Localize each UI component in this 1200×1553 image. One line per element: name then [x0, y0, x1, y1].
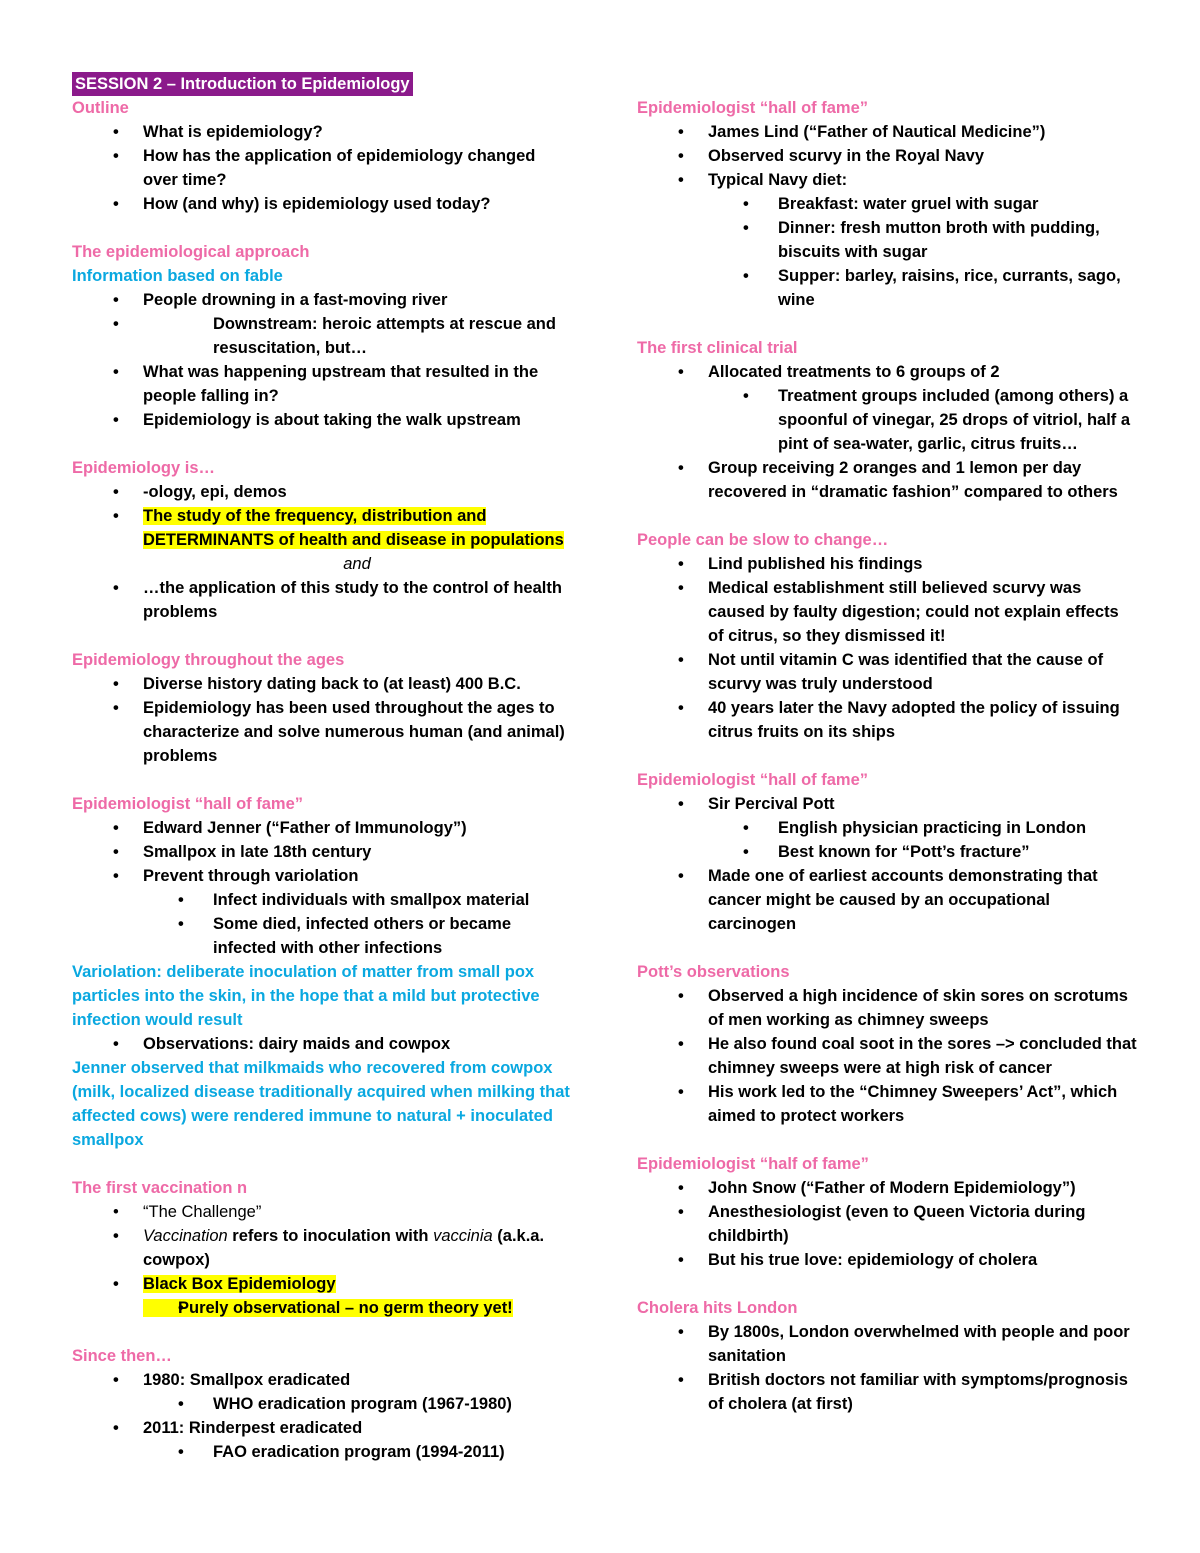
slow-heading: People can be slow to change…: [637, 531, 889, 549]
list-item: • Lind published his findings: [637, 552, 1137, 576]
trial-list: [637, 360, 1137, 504]
since-heading: Since then…: [72, 1347, 172, 1365]
highlighted-text: Black Box Epidemiology: [143, 1275, 336, 1293]
highlighted-text: The study of the frequency, distribution and DETERMINANTS of health and disease in populations: [143, 507, 564, 549]
pott-heading: Epidemiologist “hall of fame”: [637, 771, 869, 789]
lind-list: [637, 120, 1137, 312]
list-item: • English physician practicing in London: [637, 816, 1137, 840]
list-item: • Downstream: heroic attempts at rescue and resuscitation, but…: [72, 312, 572, 360]
vaccination-heading: The first vaccination n: [72, 1179, 248, 1197]
list-item: • People drowning in a fast-moving river: [72, 288, 572, 312]
pott-list: [637, 792, 1137, 936]
trial-heading: The first clinical trial: [637, 339, 798, 357]
since-list: [72, 1368, 572, 1464]
list-item: • -ology, epi, demos: [72, 480, 572, 504]
list-item: • Observed a high incidence of skin sores on scrotums of men working as chimney sweeps: [637, 984, 1137, 1032]
lind-heading: Epidemiologist “hall of fame”: [637, 99, 869, 117]
list-item: • What was happening upstream that resulted in the people falling in?: [72, 360, 572, 408]
list-item: • Prevent through variolation: [72, 864, 572, 888]
list-item: • Made one of earliest accounts demonstrating that cancer might be caused by an occupational carcinogen: [637, 864, 1137, 936]
list-item: • Edward Jenner (“Father of Immunology”): [72, 816, 572, 840]
list-item: • Allocated treatments to 6 groups of 2: [637, 360, 1137, 384]
list-item: • 40 years later the Navy adopted the policy of issuing citrus fruits on its ships: [637, 696, 1137, 744]
list-item: • …the application of this study to the control of health problems: [72, 576, 572, 624]
snow-heading: Epidemiologist “half of fame”: [637, 1155, 869, 1173]
list-item: • Sir Percival Pott: [637, 792, 1137, 816]
list-item: • FAO eradication program (1994-2011): [72, 1440, 572, 1464]
outline-list: [72, 120, 572, 216]
approach-subheading: Information based on fable: [72, 267, 283, 285]
vaccination-list: [72, 1200, 572, 1320]
jenner-note: Jenner observed that milkmaids who recovered from cowpox (milk, localized disease traditionally acquired when milking that affected cows) were rendered immune to natural + inoculated smallpox: [72, 1059, 570, 1149]
jenner-list: [72, 816, 572, 960]
list-item: • Typical Navy diet:: [637, 168, 1137, 192]
and-text: and: [343, 555, 371, 573]
epi-is-list-2: [72, 576, 572, 624]
pott-observations-list: [637, 984, 1137, 1128]
list-item: • Infect individuals with smallpox material: [72, 888, 572, 912]
list-item: • John Snow (“Father of Modern Epidemiology”): [637, 1176, 1137, 1200]
list-item: • What is epidemiology?: [72, 120, 572, 144]
snow-list: [637, 1176, 1137, 1272]
list-item: • But his true love: epidemiology of cholera: [637, 1248, 1137, 1272]
slow-list: [637, 552, 1137, 744]
list-item: • Best known for “Pott’s fracture”: [637, 840, 1137, 864]
list-item: • “The Challenge”: [72, 1200, 572, 1224]
pott-observations-heading: Pott’s observations: [637, 963, 790, 981]
list-item: • Anesthesiologist (even to Queen Victoria during childbirth): [637, 1200, 1137, 1248]
list-item: • Group receiving 2 oranges and 1 lemon per day recovered in “dramatic fashion” compared to others: [637, 456, 1137, 504]
list-item: • Observed scurvy in the Royal Navy: [637, 144, 1137, 168]
right-column: [637, 96, 1137, 1416]
epi-is-list: [72, 480, 572, 552]
list-item: • He also found coal soot in the sores –> concluded that chimney sweeps were at high risk of cancer: [637, 1032, 1137, 1080]
list-item: • British doctors not familiar with symptoms/prognosis of cholera (at first): [637, 1368, 1137, 1416]
list-item: • Not until vitamin C was identified that the cause of scurvy was truly understood: [637, 648, 1137, 696]
list-item: • How has the application of epidemiology changed over time?: [72, 144, 572, 192]
list-item: • Supper: barley, raisins, rice, currants, sago, wine: [637, 264, 1137, 312]
left-column: [72, 72, 572, 1464]
list-item: • Epidemiology is about taking the walk upstream: [72, 408, 572, 432]
list-item: • Vaccination refers to inoculation with vaccinia (a.k.a. cowpox): [72, 1224, 572, 1272]
list-item: • Medical establishment still believed scurvy was caused by faulty digestion; could not explain effects of citrus, so they dismissed it!: [637, 576, 1137, 648]
list-item: • By 1800s, London overwhelmed with people and poor sanitation: [637, 1320, 1137, 1368]
approach-heading: The epidemiological approach: [72, 243, 310, 261]
list-item: [72, 504, 572, 552]
list-item: • 2011: Rinderpest eradicated: [72, 1416, 572, 1440]
list-item: • Dinner: fresh mutton broth with pudding, biscuits with sugar: [637, 216, 1137, 264]
highlighted-text: Purely observational – no germ theory yet!: [143, 1299, 513, 1317]
list-item: [72, 1296, 572, 1320]
jenner-heading: Epidemiologist “hall of fame”: [72, 795, 304, 813]
list-item: • Smallpox in late 18th century: [72, 840, 572, 864]
epi-is-heading: Epidemiology is…: [72, 459, 216, 477]
cholera-heading: Cholera hits London: [637, 1299, 798, 1317]
page-title: SESSION 2 – Introduction to Epidemiology: [72, 72, 413, 96]
list-item: • James Lind (“Father of Nautical Medicine”): [637, 120, 1137, 144]
cholera-list: [637, 1320, 1137, 1416]
ages-list: [72, 672, 572, 768]
list-item: • His work led to the “Chimney Sweepers’ Act”, which aimed to protect workers: [637, 1080, 1137, 1128]
outline-heading: Outline: [72, 99, 129, 117]
ages-heading: Epidemiology throughout the ages: [72, 651, 345, 669]
list-item: [72, 1272, 572, 1296]
list-item: • Some died, infected others or became infected with other infections: [72, 912, 572, 960]
list-item: • Epidemiology has been used throughout the ages to characterize and solve numerous human (and animal) problems: [72, 696, 572, 768]
variolation-note: Variolation: deliberate inoculation of matter from small pox particles into the skin, in the hope that a mild but protective infection would result: [72, 963, 540, 1029]
observations-list: [72, 1032, 572, 1056]
list-item: • Treatment groups included (among others) a spoonful of vinegar, 25 drops of vitriol, half a pint of sea-water, garlic, citrus fruits…: [637, 384, 1137, 456]
list-item: • Breakfast: water gruel with sugar: [637, 192, 1137, 216]
approach-list: [72, 288, 572, 432]
list-item: • WHO eradication program (1967-1980): [72, 1392, 572, 1416]
list-item: • Observations: dairy maids and cowpox: [72, 1032, 572, 1056]
list-item: • Diverse history dating back to (at least) 400 B.C.: [72, 672, 572, 696]
list-item: • 1980: Smallpox eradicated: [72, 1368, 572, 1392]
list-item: • How (and why) is epidemiology used today?: [72, 192, 572, 216]
